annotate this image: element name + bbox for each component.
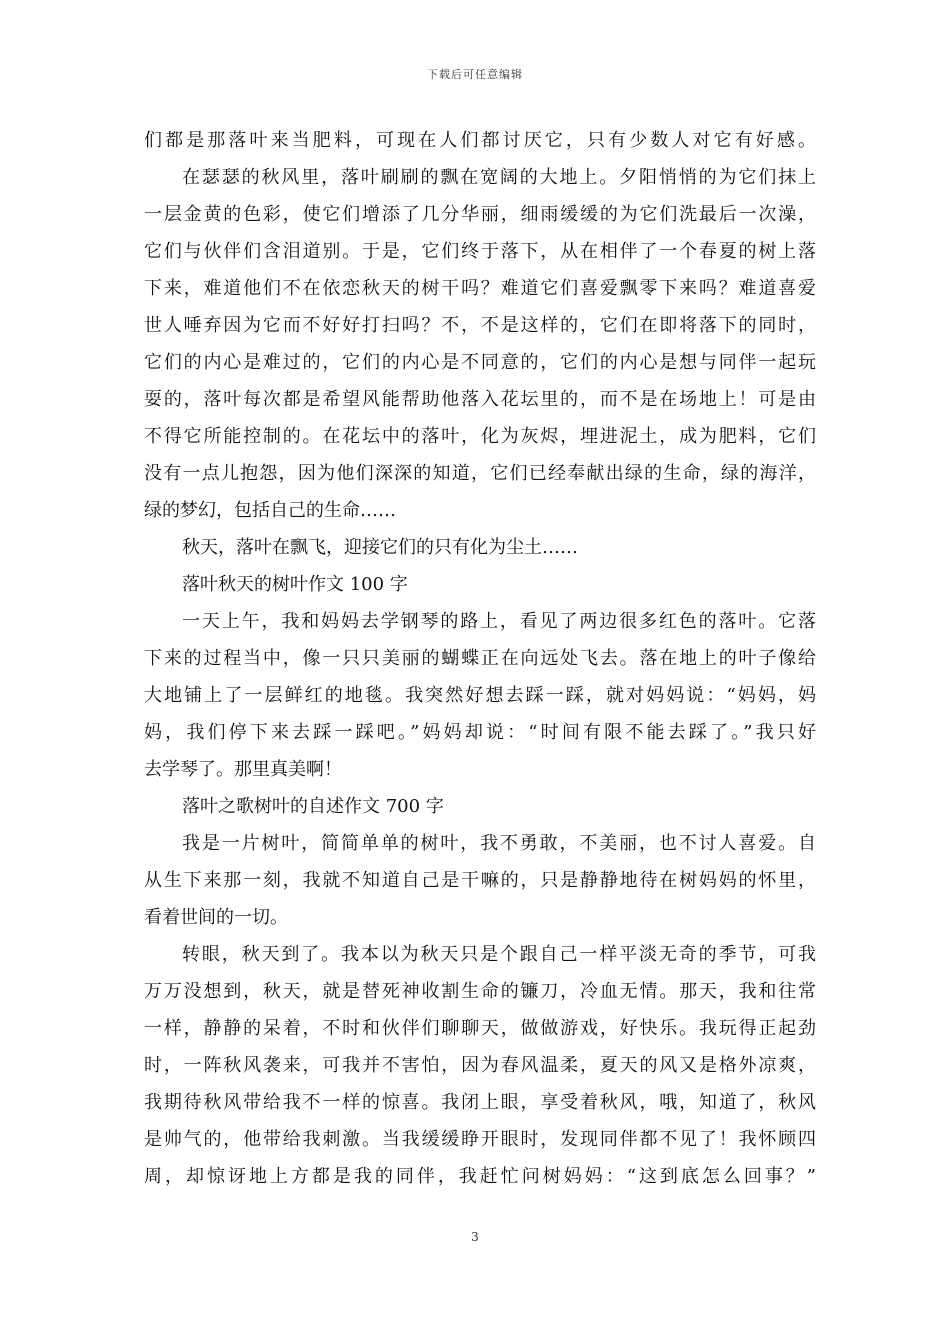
text-line: 耍的，落叶每次都是希望风能帮助他落入花坛里的，而不是在场地上！可是由	[144, 389, 816, 410]
section-title: 落叶之歌树叶的自述作文 700 字	[182, 796, 444, 817]
text-line: 秋天，落叶在飘飞，迎接它们的只有化为尘土……	[182, 537, 578, 558]
text-line: 它们与伙伴们含泪道别。于是，它们终于落下，从在相伴了一个春夏的树上落	[144, 241, 816, 262]
text-line: 它们的内心是难过的，它们的内心是不同意的，它们的内心是想与同伴一起玩	[144, 352, 816, 373]
text-line: 世人唾弃因为它而不好好打扫吗？不，不是这样的，它们在即将落下的同时，	[144, 315, 816, 336]
page-header: 下载后可任意编辑	[427, 68, 523, 81]
text-line: 时，一阵秋风袭来，可我并不害怕，因为春风温柔，夏天的风又是格外凉爽，	[144, 1055, 816, 1076]
text-line: 下来的过程当中，像一只只美丽的蝴蝶正在向远处飞去。落在地上的叶子像给	[144, 648, 816, 669]
text-line: 绿的梦幻，包括自己的生命……	[144, 500, 396, 521]
text-line: 是帅气的，他带给我刺激。当我缓缓睁开眼时，发现同伴都不见了！我怀顾四	[144, 1129, 816, 1150]
text-line: 去学琴了。那里真美啊！	[144, 759, 342, 780]
text-line: 转眼，秋天到了。我本以为秋天只是个跟自己一样平淡无奇的季节，可我	[182, 944, 816, 965]
document-body	[144, 122, 816, 1195]
text-line: 没有一点儿抱怨，因为他们深深的知道，它们已经奉献出绿的生命，绿的海洋，	[144, 463, 816, 484]
text-line: 我期待秋风带给我不一样的惊喜。我闭上眼，享受着秋风，哦，知道了，秋风	[144, 1092, 816, 1113]
text-line: 妈，我们停下来去踩一踩吧。”妈妈却说：“时间有限不能去踩了。”我只好	[144, 722, 816, 743]
page-number: 3	[471, 1230, 479, 1244]
text-line: 在瑟瑟的秋风里，落叶刷刷的飘在宽阔的大地上。夕阳悄悄的为它们抹上	[182, 167, 816, 188]
text-line: 一样，静静的呆着，不时和伙伴们聊聊天，做做游戏，好快乐。我玩得正起劲	[144, 1018, 816, 1039]
text-line: 万万没想到，秋天，就是替死神收割生命的镰刀，冷血无情。那天，我和往常	[144, 981, 816, 1002]
text-line: 一天上午，我和妈妈去学钢琴的路上，看见了两边很多红色的落叶。它落	[182, 611, 816, 632]
text-line: 周，却惊讶地上方都是我的同伴，我赶忙问树妈妈：“这到底怎么回事？”	[144, 1166, 816, 1187]
text-line: 大地铺上了一层鲜红的地毯。我突然好想去踩一踩，就对妈妈说：“妈妈，妈	[144, 685, 816, 706]
text-line: 看着世间的一切。	[144, 907, 288, 928]
text-line: 们都是那落叶来当肥料，可现在人们都讨厌它，只有少数人对它有好感。	[144, 130, 816, 151]
text-line: 下来，难道他们不在依恋秋天的树干吗？难道它们喜爱飘零下来吗？难道喜爱	[144, 278, 816, 299]
text-line: 一层金黄的色彩，使它们增添了几分华丽，细雨缓缓的为它们洗最后一次澡，	[144, 204, 816, 225]
section-title: 落叶秋天的树叶作文 100 字	[182, 574, 408, 595]
text-line: 我是一片树叶，简简单单的树叶，我不勇敢，不美丽，也不讨人喜爱。自	[182, 833, 816, 854]
text-line: 不得它所能控制的。在花坛中的落叶，化为灰烬，埋进泥土，成为肥料，它们	[144, 426, 816, 447]
text-line: 从生下来那一刻，我就不知道自己是干嘛的，只是静静地待在树妈妈的怀里，	[144, 870, 816, 891]
